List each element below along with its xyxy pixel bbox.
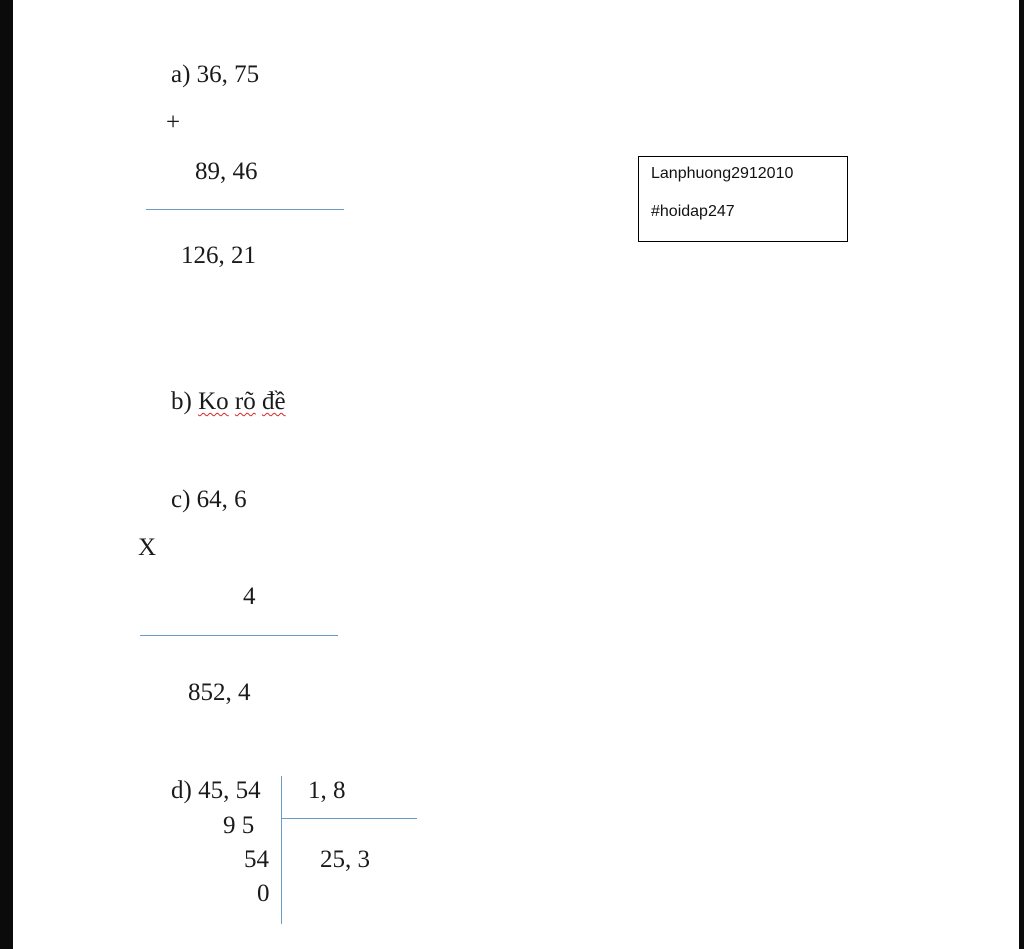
problem-a-addend-2: 89, 46 [195,158,258,185]
problem-d-step-1: 9 5 [223,812,255,839]
problem-c-factor-2: 4 [243,583,256,610]
author-name: Lanphuong2912010 [651,165,794,182]
problem-b-label: b) [171,388,192,415]
document-page [13,0,1019,949]
problem-d-quotient: 25, 3 [320,846,370,873]
problem-d-step-2: 54 [244,846,269,873]
problem-c-multiply-sign: X [138,534,157,561]
problem-b-line [171,389,286,414]
problem-d-divisor: 1, 8 [308,777,346,804]
problem-b-word-2: rõ [234,388,256,415]
author-text-box [638,156,848,242]
problem-d-division-bar [281,776,282,924]
problem-d-divisor-rule [281,818,417,819]
problem-a-plus-sign: + [166,109,181,136]
problem-a-sum-rule [146,209,344,210]
problem-c-factor-1: c) 64, 6 [171,486,247,513]
problem-a-result: 126, 21 [181,242,256,269]
problem-d-dividend: d) 45, 54 [171,777,261,804]
problem-c-product-rule [140,635,338,636]
problem-a-addend-1: a) 36, 75 [171,61,260,88]
problem-c-result: 852, 4 [188,679,251,706]
problem-b-word-1: Ko [198,388,229,415]
problem-b-word-3: đề [261,388,286,415]
author-hashtag: #hoidap247 [651,203,735,220]
problem-d-remainder: 0 [257,880,270,907]
